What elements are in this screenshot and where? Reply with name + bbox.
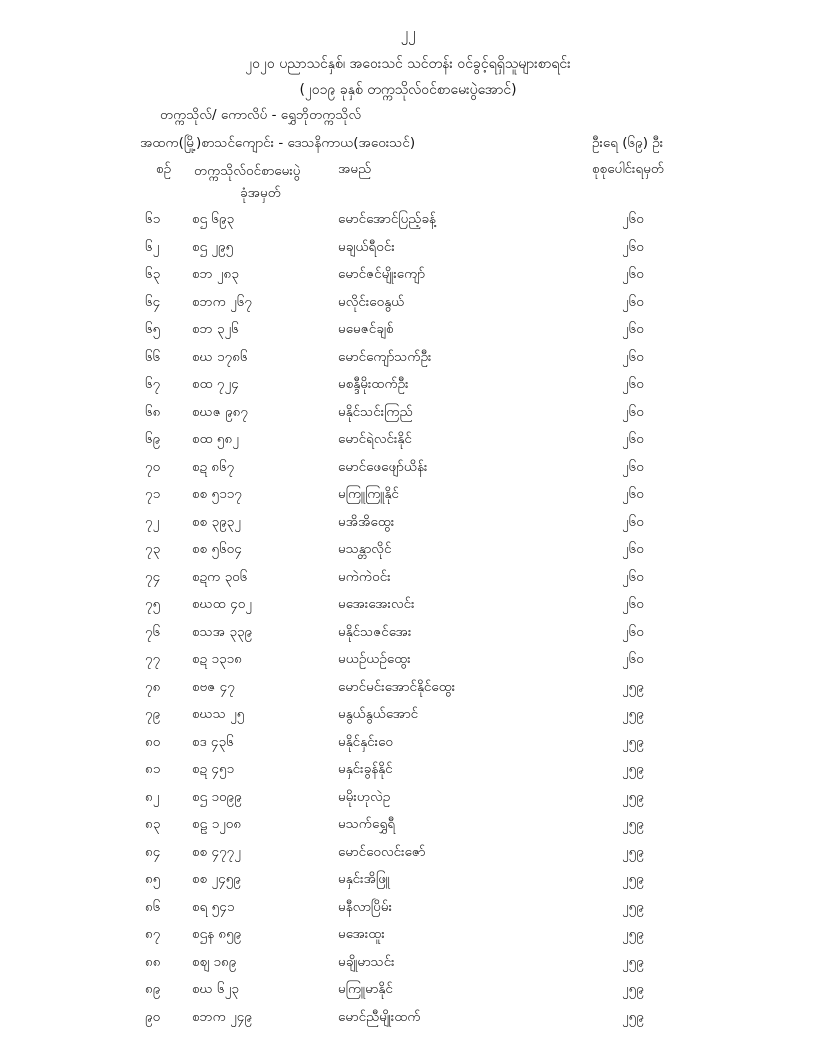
name-cell: မမိုးဟုလဲဥ xyxy=(338,788,391,805)
serial-cell: ၈၂ xyxy=(145,788,160,805)
name-cell: မကြူကြူနိုင် xyxy=(338,486,399,502)
name-cell: မသက်ရွှေရီ xyxy=(338,816,396,832)
page-number: ၂၂ xyxy=(400,24,416,42)
serial-cell: ၈၇ xyxy=(145,926,161,942)
document-subtitle: (၂၀၁၉ ခုနှစ် တက္ကသိုလ်ဝင်စာမေးပွဲအောင်) xyxy=(299,82,517,98)
document-title: ၂၀၂၀ ပညာသင်နှစ်၊ အဝေးသင် သင်တန်း ဝင်ခွင့်ရရှိသူများစာရင်း xyxy=(245,56,571,72)
marks-cell: ၂၆၀ xyxy=(622,348,644,365)
name-cell: မသန္တာလိုင် xyxy=(338,541,392,557)
serial-cell: ၈၅ xyxy=(145,871,161,887)
marks-cell: ၂၆၀ xyxy=(622,431,644,447)
name-cell: မနီလာပြိမ်း xyxy=(338,898,393,915)
column-header-roll xyxy=(194,160,300,204)
name-cell: မောင်အောင်ပြည့်ခန့် xyxy=(338,211,436,227)
serial-cell: ၆၁ xyxy=(145,211,161,227)
table-row xyxy=(0,760,816,788)
roll-number-cell: စဘက ၂၄၉ xyxy=(192,1008,252,1025)
name-cell: မလိုင်းဝေနွယ် xyxy=(338,293,405,310)
serial-cell: ၇၄ xyxy=(145,568,161,585)
roll-number-cell: စသအ ၃၃၉ xyxy=(192,623,253,640)
name-cell: မောင်ဝေလင်းဇော် xyxy=(338,843,426,860)
column-header-roll-line2: ခုံအမှတ် xyxy=(240,185,281,201)
roll-number-cell: စဌ ၆၉၃ xyxy=(192,211,235,227)
table-row xyxy=(0,403,816,431)
serial-cell: ၇၀ xyxy=(145,458,161,475)
column-header-name: အမည် xyxy=(338,161,372,177)
serial-cell: ၆၈ xyxy=(145,403,161,420)
table-row xyxy=(0,953,816,981)
marks-cell: ၂၆၀ xyxy=(622,238,644,255)
serial-cell: ၈၀ xyxy=(145,733,161,750)
table-row xyxy=(0,1008,816,1036)
marks-cell: ၂၆၀ xyxy=(622,568,644,585)
column-header-marks: စုစုပေါင်းရမှတ် xyxy=(592,161,665,177)
table-row xyxy=(0,980,816,1008)
name-cell: မနိုင်သင်းကြည် xyxy=(338,403,413,420)
roll-number-cell: စစ ၃၉၃၂ xyxy=(192,513,241,530)
serial-cell: ၆၂ xyxy=(145,238,160,255)
marks-cell: ၂၅၉ xyxy=(622,871,644,887)
roll-number-cell: စဌ ၁၀၉၉ xyxy=(192,788,242,805)
name-cell: မနိုင်သဇင်အေး xyxy=(338,623,412,640)
marks-cell: ၂၅၉ xyxy=(622,953,644,970)
table-row xyxy=(0,595,816,623)
roll-number-cell: စဗဇ ၄၇ xyxy=(192,678,235,695)
name-cell: မယဉ်ယဉ်ထွေး xyxy=(338,651,411,667)
name-cell: မနှင်းခွန်နိုင် xyxy=(338,761,393,777)
name-cell: မချယ်ရီဝင်း xyxy=(338,238,395,255)
table-row xyxy=(0,513,816,541)
table-row xyxy=(0,430,816,458)
serial-cell: ၉၀ xyxy=(145,1008,161,1025)
marks-cell: ၂၆၀ xyxy=(622,486,644,502)
marks-cell: ၂၆၀ xyxy=(622,403,644,420)
table-row xyxy=(0,265,816,293)
serial-cell: ၇၈ xyxy=(145,678,161,695)
table-row xyxy=(0,705,816,733)
table-row xyxy=(0,678,816,706)
serial-cell: ၈၃ xyxy=(145,816,161,832)
marks-cell: ၂၅၉ xyxy=(622,816,644,832)
university-line: တက္ကသိုလ်/ ကောလိပ် - ရွှေဘိုတက္ကသိုလ် xyxy=(160,107,362,123)
serial-cell: ၇၅ xyxy=(145,596,161,612)
student-count: ဦးရေ (၆၉) ဦး xyxy=(592,135,664,151)
name-cell: မနိုင်နှင်းဝေ xyxy=(338,733,393,750)
table-row xyxy=(0,210,816,238)
table-row xyxy=(0,815,816,843)
name-cell: မနှင်းအိဖြူ xyxy=(338,871,390,887)
serial-cell: ၈၄ xyxy=(145,843,161,860)
table-row xyxy=(0,623,816,651)
centre-line: အထက(မြို့)စာသင်ကျောင်း - ဒေသနိကာယ(အဝေးသင်) xyxy=(140,135,416,151)
name-cell: မအေးအေးလင်း xyxy=(338,596,415,612)
results-table xyxy=(0,210,816,1035)
roll-number-cell: စဍ ၄၅၁ xyxy=(192,761,235,777)
roll-number-cell: စစ ၄၇၇၂ xyxy=(192,843,241,860)
serial-cell: ၇၂ xyxy=(145,513,160,530)
table-row xyxy=(0,540,816,568)
roll-number-cell: စရ ၅၄၁ xyxy=(192,898,235,915)
table-row xyxy=(0,733,816,761)
marks-cell: ၂၆၀ xyxy=(622,321,644,337)
table-row xyxy=(0,375,816,403)
marks-cell: ၂၅၉ xyxy=(622,733,644,750)
serial-cell: ၈၉ xyxy=(145,981,161,997)
name-cell: မမေဇင်ချစ် xyxy=(338,321,394,337)
serial-cell: ၇၇ xyxy=(145,651,161,667)
marks-cell: ၂၅၉ xyxy=(622,761,644,777)
name-cell: မစန္ဒီမိုးထက်ဦး xyxy=(338,376,409,392)
roll-number-cell: စဠ ၁၂၀၈ xyxy=(192,816,242,832)
table-row xyxy=(0,843,816,871)
marks-cell: ၂၆၀ xyxy=(622,651,644,667)
marks-cell: ၂၆၀ xyxy=(622,266,644,282)
roll-number-cell: စဘက ၂၆၇ xyxy=(192,293,252,310)
marks-cell: ၂၆၀ xyxy=(622,596,644,612)
name-cell: မချိုမာသင်း xyxy=(338,953,395,970)
marks-cell: ၂၆၀ xyxy=(622,513,644,530)
table-row xyxy=(0,320,816,348)
marks-cell: ၂၆၀ xyxy=(622,623,644,640)
roll-number-cell: စဃထ ၄၀၂ xyxy=(192,596,252,612)
marks-cell: ၂၆၀ xyxy=(622,293,644,310)
name-cell: မောင်ကျော်သက်ဦး xyxy=(338,348,432,365)
serial-cell: ၆၅ xyxy=(145,321,161,337)
roll-number-cell: စထ ၅၈၂ xyxy=(192,431,239,447)
table-row xyxy=(0,485,816,513)
marks-cell: ၂၆၀ xyxy=(622,458,644,475)
roll-number-cell: စဘ ၂၈၃ xyxy=(192,266,239,282)
table-row xyxy=(0,568,816,596)
marks-cell: ၂၅၉ xyxy=(622,843,644,860)
column-header-serial: စဥ် xyxy=(156,161,172,177)
roll-number-cell: စဈ ၁၈၉ xyxy=(192,953,237,970)
serial-cell: ၆၃ xyxy=(145,266,161,282)
name-cell: မောင်မင်းအောင်နိုင်ထွေး xyxy=(338,678,456,695)
roll-number-cell: စဃ ၁၇၈၆ xyxy=(192,348,248,365)
table-row xyxy=(0,348,816,376)
marks-cell: ၂၅၉ xyxy=(622,788,644,805)
serial-cell: ၈၆ xyxy=(145,898,161,915)
column-header-roll-line1: တက္ကသိုလ်ဝင်စာမေးပွဲ xyxy=(194,163,301,179)
name-cell: မောင်ရဲလင်းနိုင် xyxy=(338,431,412,447)
name-cell: မကြူမာနိုင် xyxy=(338,981,393,997)
serial-cell: ၈၁ xyxy=(145,761,161,777)
roll-number-cell: စဍ ၈၆၇ xyxy=(192,458,235,475)
marks-cell: ၂၅၉ xyxy=(622,981,644,997)
roll-number-cell: စဌန ၈၅၉ xyxy=(192,926,242,942)
name-cell: မနွယ်နွယ်အောင် xyxy=(338,706,419,722)
roll-number-cell: စဃဇ ၉၈၇ xyxy=(192,403,248,420)
marks-cell: ၂၆၀ xyxy=(622,376,644,392)
roll-number-cell: စဘ ၃၂၆ xyxy=(192,321,239,337)
serial-cell: ၇၃ xyxy=(145,541,161,557)
table-row xyxy=(0,788,816,816)
roll-number-cell: စထ ၇၂၄ xyxy=(192,376,239,392)
serial-cell: ၆၄ xyxy=(145,293,161,310)
serial-cell: ၆၉ xyxy=(145,431,161,447)
marks-cell: ၂၆၀ xyxy=(622,211,644,227)
name-cell: မောင်ဖေဖျော်ယိန်း xyxy=(338,458,428,475)
serial-cell: ၇၉ xyxy=(145,706,161,722)
serial-cell: ၇၁ xyxy=(145,486,161,502)
marks-cell: ၂၆၀ xyxy=(622,541,644,557)
serial-cell: ၆၇ xyxy=(145,376,161,392)
marks-cell: ၂၅၉ xyxy=(622,898,644,915)
roll-number-cell: စစ ၅၆၀၄ xyxy=(192,541,242,557)
marks-cell: ၂၅၉ xyxy=(622,678,644,695)
table-row xyxy=(0,458,816,486)
table-row xyxy=(0,293,816,321)
table-row xyxy=(0,238,816,266)
roll-number-cell: စဍ ၁၃၁၈ xyxy=(192,651,242,667)
serial-cell: ၈၈ xyxy=(145,953,161,970)
roll-number-cell: စဃသ ၂၅ xyxy=(192,706,245,722)
name-cell: မအေးထူး xyxy=(338,926,385,942)
table-row xyxy=(0,650,816,678)
name-cell: မအိအိထွေး xyxy=(338,513,395,530)
name-cell: မကဲကဲဝင်း xyxy=(338,568,391,585)
table-row xyxy=(0,898,816,926)
roll-number-cell: စဃ ၆၂၃ xyxy=(192,981,239,997)
name-cell: မောင်ညီမျိုးထက် xyxy=(338,1008,421,1025)
marks-cell: ၂၅၉ xyxy=(622,706,644,722)
roll-number-cell: စစ ၂၄၅၉ xyxy=(192,871,241,887)
name-cell: မောင်ဇင်မျိုးကျော် xyxy=(338,266,426,282)
roll-number-cell: စဌ ၂၉၅ xyxy=(192,238,234,255)
roll-number-cell: စစ ၅၁၁၇ xyxy=(192,486,242,502)
roll-number-cell: စဒ ၄၃၆ xyxy=(192,733,234,750)
marks-cell: ၂၅၉ xyxy=(622,1008,644,1025)
table-row xyxy=(0,870,816,898)
serial-cell: ၆၆ xyxy=(145,348,161,365)
marks-cell: ၂၅၉ xyxy=(622,926,644,942)
serial-cell: ၇၆ xyxy=(145,623,161,640)
roll-number-cell: စဍက ၃၀၆ xyxy=(192,568,248,585)
table-row xyxy=(0,925,816,953)
